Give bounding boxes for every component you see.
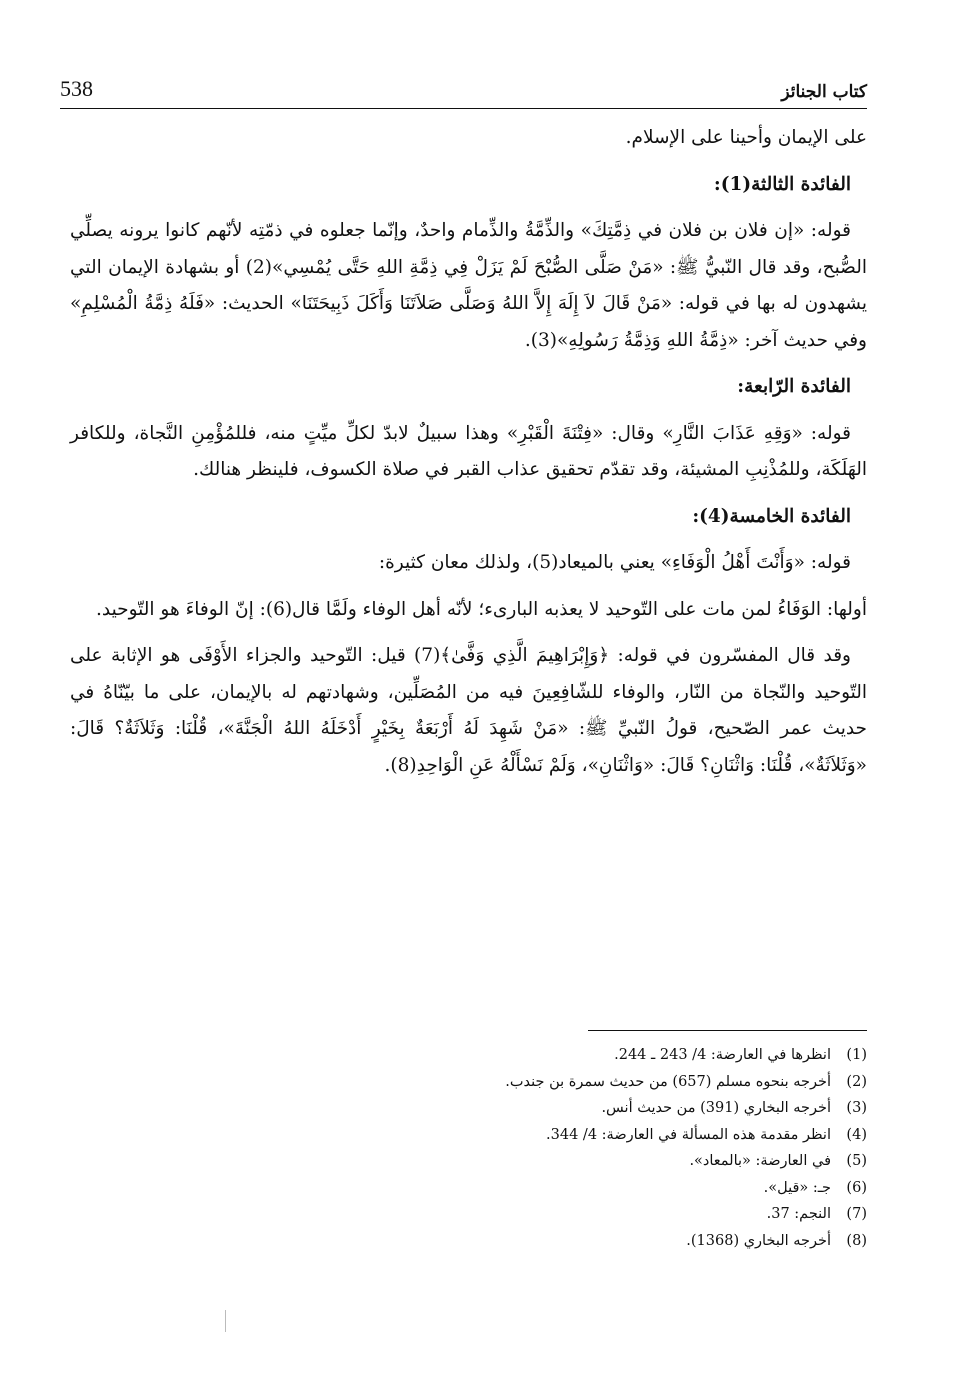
footnote-text: انظر مقدمة هذه المسألة في العارضة: 4/ 344. [546, 1126, 831, 1143]
footnote-text: جـ: «قيل». [763, 1179, 831, 1196]
footnote-text: انظرها في العارضة: 4/ 243 ـ 244. [614, 1047, 831, 1063]
header-rule [60, 108, 867, 109]
margin-mark [225, 1310, 226, 1332]
footnote-text: أخرجه البخاري (1368). [686, 1232, 831, 1249]
footnote-item [70, 1095, 867, 1122]
page-number: 538 [60, 76, 93, 101]
body-paragraph: وقد قال المفسّرون في قوله: ﴿وَإِبْرَاهِيمَ الَّذِي وَفَّىٰ﴾(7) قيل: التّوحيد والجزاء الأَوْفَى هو الإثابة على التّوحيد والنّجاة من النّار، والوفاء للشّافِعِينَ فيه من المُصَلِّين، وشهادتهم له بالإيمان، على ما بيّنّاهُ في حديث عمر الصّحيح، قولُ النّبيِّ ﷺ: «مَنْ شَهِدَ لَهُ أَرْبَعَةٌ بِخَيْرٍ أَدْخَلَهُ اللهُ الْجَنَّةَ»، قُلْنَا: وَثَلاَثَةٌ؟ قَالَ: «وَثَلاَثَةٌ»، قُلْنَا: وَاثْنَانِ؟ قَالَ: «وَاثْنَانِ»، وَلَمْ نَسْأَلْهُ عَنِ الْوَاحِدِ(8). [70, 645, 867, 776]
main-text [70, 120, 867, 794]
footnote-number: (5) [846, 1153, 867, 1169]
footnote-number: (7) [846, 1206, 867, 1222]
footnote-item [70, 1122, 867, 1149]
footnote-text: أخرجه بنحوه مسلم (657) من حديث سمرة بن جندب. [505, 1073, 831, 1090]
footnote-item [70, 1201, 867, 1228]
body-paragraph: قوله: «وَأَنْتَ أَهْلُ الْوَفَاءِ» يعني بالميعاد(5)، ولذلك معان كثيرة: [378, 552, 851, 573]
footnote-number: (2) [846, 1073, 867, 1090]
footnote-number: (1) [846, 1047, 867, 1063]
footnotes-list [70, 1042, 867, 1254]
page-header [60, 62, 867, 102]
body-paragraph: أولها: الوَفَاءُ لمن مات على التّوحيد لا يعذبه البارىء؛ لأنّه أهل الوفاء ولَمَّا قال(6): إنّ الوفاءَ هو التّوحيد. [96, 598, 867, 620]
body-paragraph: قوله: «إن فلان بن فلان في ذِمَّتِكَ» والذِّمَّةُ والذِّمام واحدٌ، وإنّما جعلوه في ذمّتِه لأنّهم كانوا يرونه يصلِّي الصُّبح، وقد قال النّبيُّ ﷺ: «مَنْ صَلَّى الصُّبْحَ لَمْ يَزَلْ فِي ذِمَّةِ اللهِ حَتَّى يُمْسِي»(2) أو بشهادة الإيمان التي يشهدون له بها في قوله: «مَنْ قَالَ لاَ إِلَهَ إِلاَّ اللهُ وَصَلَّى صَلاَتَنَا وَأَكَلَ ذَبِيحَتَنَا» الحديث: «فَلَهُ ذِمَّةُ الْمُسْلِمِ» وفي حديث آخر: «ذِمَّةُ اللهِ وَذِمَّةُ رَسُولِهِ»(3). [70, 220, 867, 351]
footnote-item [70, 1148, 867, 1175]
running-title: كتاب الجنائز [781, 82, 867, 102]
section-heading: الفائدة الثالثة(1): [713, 173, 851, 195]
footnote-text: في العارضة: «بالمعاد». [689, 1153, 831, 1169]
footnote-rule [588, 1030, 867, 1031]
footnote-number: (8) [846, 1232, 867, 1249]
body-paragraph: قوله: «وَقِهِ عَذَابَ النَّارِ» وقال: «فِتْنَةَ الْقَبْرِ» وهذا سبيلٌ لابدّ لكلِّ ميِّتٍ منه، فللمُؤْمِنِ النَّجاة، وللكافر الهَلَكَة، وللمُذْنِبِ المشيئة، وقد تقدّم تحقيق عذاب القبر في صلاة الكسوف، فلينظر هنالك. [70, 422, 867, 480]
footnote-number: (4) [846, 1126, 867, 1143]
footnote-item [70, 1069, 867, 1096]
footnote-number: (6) [846, 1179, 867, 1196]
footnote-item [70, 1042, 867, 1069]
body-paragraph: على الإيمان وأحينا على الإسلام. [625, 127, 867, 148]
footnote-item [70, 1175, 867, 1202]
footnote-text: أخرجه البخاري (391) من حديث أنس. [601, 1100, 831, 1116]
footnote-text: النجم: 37. [766, 1206, 831, 1222]
footnote-number: (3) [846, 1100, 867, 1116]
section-heading: الفائدة الخامسة(4): [692, 505, 851, 527]
section-heading: الفائدة الرّابعة: [737, 376, 851, 397]
footnote-item [70, 1228, 867, 1255]
